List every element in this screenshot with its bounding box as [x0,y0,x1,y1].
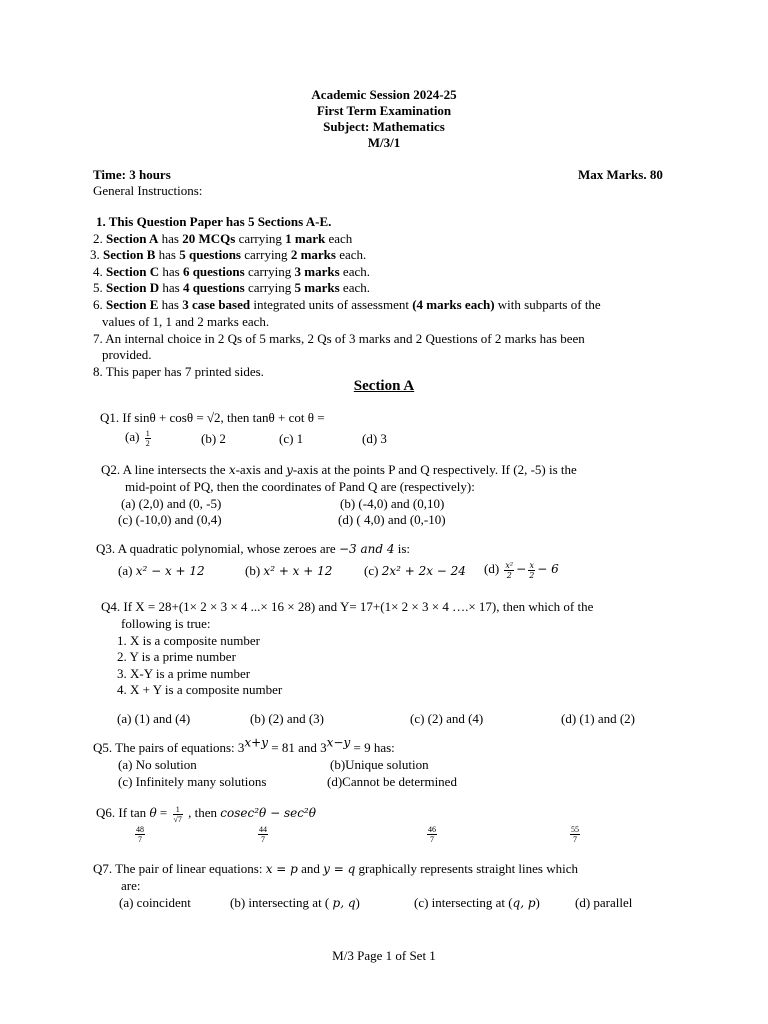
q3-option-c: (c) 2x² + 2x − 24 [364,563,466,578]
q5-option-d: (d)Cannot be determined [327,774,457,789]
page-footer: M/3 Page 1 of Set 1 [332,948,436,963]
q6-tan-fraction: $\frac{1}{√7}$ [173,804,182,824]
q2-option-d: (d) ( 4,0) and (0,-10) [338,512,446,527]
q2-stem-line1: Q2. A line intersects the x-axis and y-axis at the points P and Q respectively. If (2, -5) is the [101,462,577,477]
q5-stem: Q5. The pairs of equations: $3^{x+y} = 81$ and $3^{x-y} = 9$ has: [93,735,395,755]
q3-option-a: (a) x² − x + 12 [118,563,205,578]
q4-stem-line1: Q4. If X = 28+(1× 2 × 3 × 4 ...× 16 × 28) and Y= 17+(1× 2 × 3 × 4 ….× 17), then which of the [101,599,594,614]
q4-statement-1: 1. X is a composite number [117,633,260,648]
q6-stem: Q6. If tan θ = $\frac{1}{√7}$ , then cosec²θ − sec²θ [96,804,316,824]
q1-option-d: (d) 3 [362,431,387,446]
q4-stem-line2: following is true: [121,616,211,631]
q4-statement-2: 2. Y is a prime number [117,649,236,664]
q7-option-d: (d) parallel [575,895,633,910]
q6-option-4: $\frac{55}{7}$ [571,824,579,844]
instruction-4: 4. Section C has 6 questions carrying 3 marks each. [93,264,370,279]
q7-option-b: (b) intersecting at ( p, q) [230,895,360,910]
q2-option-a: (a) (2,0) and (0, -5) [121,496,222,511]
instruction-6: 6. Section E has 3 case based integrated units of assessment (4 marks each) with subparts of the [93,297,601,312]
q2-stem-line2: mid-point of PQ, then the coordinates of Pand Q are (respectively): [125,479,475,494]
instruction-7: 7. An internal choice in 2 Qs of 5 marks, 2 Qs of 3 marks and 2 Questions of 2 marks has been [93,331,585,346]
q4-statement-4: 4. X + Y is a composite number [117,682,283,697]
q1-option-a: (a) $\frac{1}{2}$ [125,428,150,448]
subject-title: Subject: Mathematics [323,119,445,134]
q5-option-c: (c) Infinitely many solutions [118,774,267,789]
instruction-7-line2: provided. [102,347,152,362]
q3-stem: Q3. A quadratic polynomial, whose zeroes are −3 and 4 is: [96,541,411,556]
q6-option-1: $\frac{48}{7}$ [136,824,144,844]
instruction-5: 5. Section D has 4 questions carrying 5 marks each. [93,280,370,295]
session-title: Academic Session 2024-25 [311,87,457,102]
q3-option-b: (b) x² + x + 12 [245,563,333,578]
exam-title: First Term Examination [316,103,452,118]
q1-option-a-fraction: $\frac{1}{2}$ [145,428,150,448]
q7-option-a: (a) coincident [119,895,191,910]
q2-option-b: (b) (-4,0) and (0,10) [340,496,445,511]
time-label: Time: 3 hours [93,167,171,182]
q6-option-2: $\frac{44}{7}$ [259,824,267,844]
q4-option-c: (c) (2) and (4) [410,711,484,726]
q1-stem: Q1. If sinθ + cosθ = √2, then tanθ + cot θ = [100,410,325,425]
q5-option-a: (a) No solution [118,757,197,772]
q2-option-c: (c) (-10,0) and (0,4) [118,512,222,527]
max-marks-label: Max Marks. 80 [578,167,663,182]
q1-option-b: (b) 2 [201,431,226,446]
q5-option-b: (b)Unique solution [330,757,429,772]
q1-option-c: (c) 1 [279,431,304,446]
q4-statement-3: 3. X-Y is a prime number [117,666,251,681]
instruction-2: 2. Section A has 20 MCQs carrying 1 mark each [93,231,353,246]
section-a-heading: Section A [353,378,415,394]
q4-option-d: (d) (1) and (2) [561,711,635,726]
instruction-6-line2: values of 1, 1 and 2 marks each. [102,314,270,329]
q4-option-b: (b) (2) and (3) [250,711,324,726]
q7-option-c: (c) intersecting at (q, p) [414,895,540,910]
q7-stem-line2: are: [121,878,141,893]
general-instructions-heading: General Instructions: [93,183,203,198]
q6-option-3: $\frac{46}{7}$ [428,824,436,844]
q4-option-a: (a) (1) and (4) [117,711,191,726]
q7-stem-line1: Q7. The pair of linear equations: x = p and y = q graphically represents straight lines which [93,861,579,876]
instruction-8: 8. This paper has 7 printed sides. [93,364,264,379]
q3-option-d: (d) $\frac{\text{x²}}{2}$ − $\frac{x}{2}$ − 6 [484,560,559,580]
instruction-1: 1. This Question Paper has 5 Sections A-E. [96,214,332,229]
instruction-3: 3. Section B has 5 questions carrying 2 marks each. [90,247,367,262]
paper-code: M/3/1 [367,135,401,150]
